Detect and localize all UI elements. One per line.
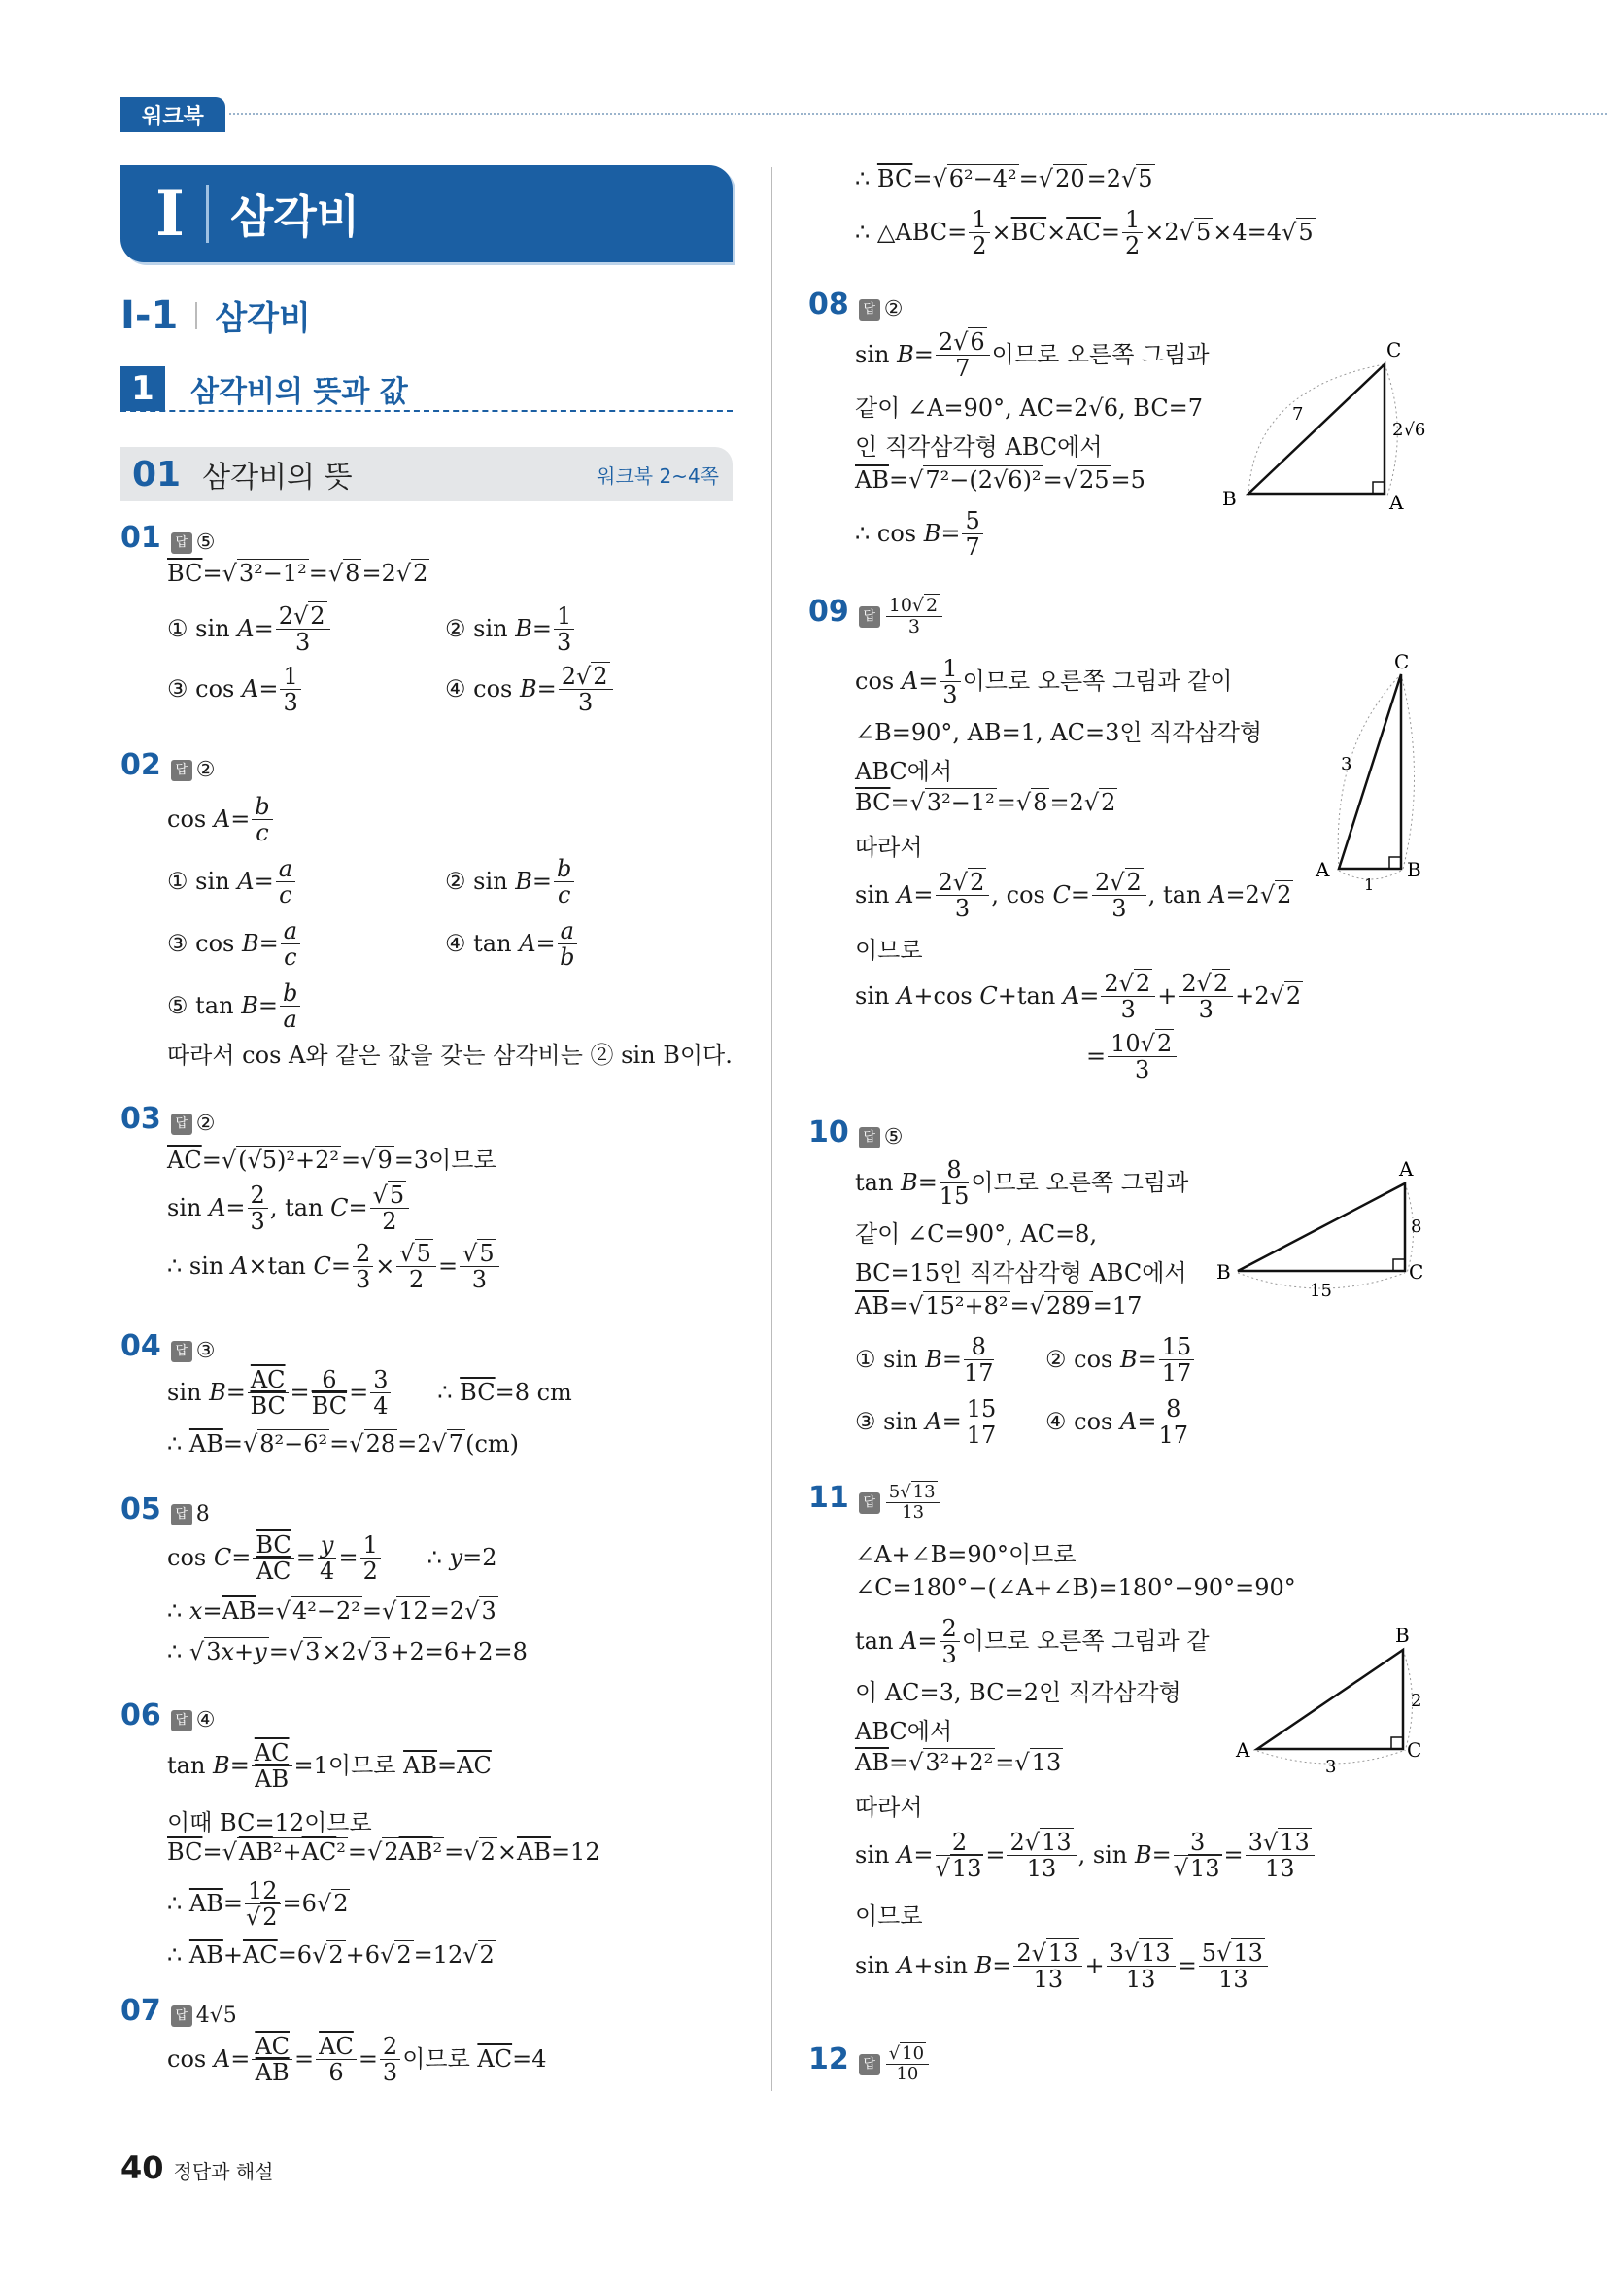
problem-01 xyxy=(120,521,215,555)
svg-text:B: B xyxy=(1407,858,1421,881)
svg-text:2: 2 xyxy=(1411,1691,1422,1711)
solution-line: sin B= $\frac{\overline{AC}}{BC}$ = $\frac{6}{BC}$ = $\frac{3}{4}$ ∴ $\overline{BC}=8$ cm xyxy=(167,1366,572,1421)
subsection-title: 삼각비의 뜻과 값 xyxy=(190,375,408,409)
solution-line: 이때 BC=12이므로 xyxy=(167,1809,372,1836)
svg-text:C: C xyxy=(1409,1260,1424,1284)
solution-line: sin A= $\frac{2}{3}$ , tan C= $\frac{√5}{2}$ xyxy=(167,1183,411,1235)
svg-text:1: 1 xyxy=(1364,875,1375,892)
solution-line: ABC에서 xyxy=(855,1718,953,1745)
solution-line: ③ cos A= $\frac{1}{3}$ xyxy=(167,665,303,716)
svg-text:B: B xyxy=(1395,1624,1410,1647)
answer-value: ② xyxy=(195,758,216,782)
chapter-banner xyxy=(120,165,733,262)
solution-line: = $\frac{10√2}{3}$ xyxy=(1086,1032,1179,1083)
problem-number: 09 xyxy=(808,595,849,629)
solution-line: ∴ $\overline{AB}=√8^2-6^2=√28=2√7(cm)$ xyxy=(167,1430,520,1457)
problem-12 xyxy=(808,2042,931,2083)
page-number: 40 xyxy=(120,2149,164,2186)
svg-text:7: 7 xyxy=(1292,404,1304,425)
problem-number: 07 xyxy=(120,1994,161,2028)
solution-line: ① sin A= $\frac{a}{c}$ xyxy=(167,857,297,908)
svg-text:B: B xyxy=(1216,1260,1231,1284)
solution-line: ∴ $\overline{BC}=√6^2-4^2=√20=2√5$ xyxy=(855,165,1153,192)
solution-line: ABC에서 xyxy=(855,758,953,785)
solution-line: ④ cos A= $\frac{8}{17}$ xyxy=(1045,1395,1188,1450)
answer-badge: 답 xyxy=(859,1127,880,1148)
answer-badge: 답 xyxy=(171,1114,192,1135)
solution-line: sin A+cos C+tan A= $\frac{2√2}{3}$ + $\frac{2√2}{3}$ +2√2 xyxy=(855,970,1302,1024)
solution-line: $\overline{AB}=√15^2+8^2=√289=17$ xyxy=(855,1292,1143,1319)
problem-05 xyxy=(120,1492,210,1526)
solution-line: tan B= $\frac{\overline{AC}}{AB}$ =1이므로 $\overline{AB}=\overline{AC}$ xyxy=(167,1739,492,1794)
svg-text:C: C xyxy=(1394,650,1410,673)
footer-title: 정답과 해설 xyxy=(173,2160,274,2183)
solution-line: ④ tan A= $\frac{a}{b}$ xyxy=(445,919,579,971)
problem-09 xyxy=(808,595,944,636)
problem-number: 02 xyxy=(120,748,161,782)
solution-line: 이므로 xyxy=(855,937,923,964)
answer-badge: 답 xyxy=(171,1341,192,1362)
solution-line: ② sin B= $\frac{1}{3}$ xyxy=(445,604,576,656)
answer-value: ④ xyxy=(195,1708,216,1732)
solution-line: 이므로 xyxy=(855,1902,923,1930)
workbook-tag: 워크북 xyxy=(120,97,225,132)
problem-number: 11 xyxy=(808,1481,849,1515)
solution-line: 같이 ∠A=90°, AC=2√6, BC=7 xyxy=(855,394,1204,422)
answer-badge: 답 xyxy=(859,2054,880,2075)
problem-number: 06 xyxy=(120,1698,161,1732)
answer-value: ② xyxy=(883,297,904,322)
solution-line: sin A+sin B= $\frac{2√13}{13}$ + $\frac{3√13}{13}$ = $\frac{5√13}{13}$ xyxy=(855,1941,1270,1993)
problem-number: 04 xyxy=(120,1329,161,1363)
solution-line: 따라서 xyxy=(855,834,923,861)
solution-line: ② sin B= $\frac{b}{c}$ xyxy=(445,857,576,908)
solution-line: cos A= $\frac{1}{3}$ 이므로 오른쪽 그림과 같이 xyxy=(855,655,1233,709)
solution-line: cos A= $\frac{b}{c}$ xyxy=(167,795,275,846)
solution-line: tan B= $\frac{8}{15}$ 이므로 오른쪽 그림과 xyxy=(855,1156,1189,1211)
svg-text:A: A xyxy=(1389,491,1404,514)
problem-number: 03 xyxy=(120,1102,161,1136)
section-number: I-1 xyxy=(120,292,179,338)
svg-text:A: A xyxy=(1316,858,1330,881)
answer-badge: 답 xyxy=(859,299,880,321)
svg-text:C: C xyxy=(1386,338,1402,361)
answer-value: 4√5 xyxy=(195,2004,237,2028)
svg-text:A: A xyxy=(1236,1738,1250,1762)
solution-line: ∴ √3x+y=√3×2√3+2=6+2=8 xyxy=(167,1638,528,1665)
problem-11 xyxy=(808,1481,942,1522)
topic-bar xyxy=(120,447,733,501)
solution-line: ∴ $\overline{AB}=$ $\frac{12}{√2}$ =6√2 xyxy=(167,1877,349,1932)
triangle-figure-11 xyxy=(1234,1621,1438,1776)
answer-badge: 답 xyxy=(859,606,880,628)
answer-badge: 답 xyxy=(171,2005,192,2027)
answer-value: ⑤ xyxy=(195,531,216,555)
solution-line: $\overline{BC}=√3^2-1^2=√8=2√2$ xyxy=(167,560,428,587)
svg-text:3: 3 xyxy=(1341,754,1352,774)
topic-number: 01 xyxy=(132,454,182,495)
problem-04 xyxy=(120,1329,215,1363)
svg-text:B: B xyxy=(1222,487,1237,510)
subsection-number: 1 xyxy=(120,366,165,411)
problem-10 xyxy=(808,1115,903,1149)
solution-line: ∴ $\overline{AB}+\overline{AC}=6√2+6√2=12√2$ xyxy=(167,1941,495,1969)
solution-line: sin A= $\frac{2√2}{3}$ , cos C= $\frac{2√2}{3}$ , tan A=2√2 xyxy=(855,869,1292,923)
triangle-figure-10 xyxy=(1214,1158,1438,1304)
solution-line: ② cos B= $\frac{15}{17}$ xyxy=(1045,1335,1196,1387)
svg-text:3: 3 xyxy=(1325,1757,1337,1776)
section-heading xyxy=(120,291,311,339)
answer-value: 8 xyxy=(195,1502,210,1526)
answer-badge: 답 xyxy=(171,1504,192,1525)
topic-title: 삼각비의 뜻 xyxy=(202,461,353,495)
solution-line: ① sin B= $\frac{8}{17}$ xyxy=(855,1333,994,1388)
problem-number: 05 xyxy=(120,1492,161,1526)
solution-line: ③ sin A= $\frac{15}{17}$ xyxy=(855,1397,1001,1449)
problem-number: 08 xyxy=(808,288,849,322)
answer-value: ③ xyxy=(195,1339,216,1363)
answer-value: ② xyxy=(195,1112,216,1136)
solution-line: ∠B=90°, AB=1, AC=3인 직각삼각형 xyxy=(855,719,1263,746)
answer-value: $\frac{5√ 13}{13}$ xyxy=(886,1484,940,1523)
problem-number: 01 xyxy=(120,521,161,555)
answer-badge: 답 xyxy=(171,760,192,781)
solution-line: $\overline{AC}=√(√5)^2+2^2=√9=3$이므로 xyxy=(167,1147,496,1174)
triangle-figure-08 xyxy=(1214,330,1438,515)
solution-line: 같이 ∠C=90°, AC=8, xyxy=(855,1220,1098,1248)
solution-line: $\overline{BC}=√3^2-1^2=√8=2√2$ xyxy=(855,789,1116,816)
solution-line: ⑤ tan B= $\frac{b}{a}$ xyxy=(167,981,302,1033)
solution-line: ∠C=180°−(∠A+∠B)=180°−90°=90° xyxy=(855,1574,1296,1601)
subsection-heading xyxy=(120,363,733,414)
answer-value: $\frac{10√ 2}{3}$ xyxy=(886,597,942,637)
svg-text:A: A xyxy=(1399,1158,1414,1181)
chapter-roman: I xyxy=(155,177,185,251)
problem-03 xyxy=(120,1102,215,1136)
solution-line: 인 직각삼각형 ABC에서 xyxy=(855,433,1103,461)
column-divider xyxy=(771,167,772,2091)
answer-value: ⑤ xyxy=(883,1125,904,1149)
problem-06 xyxy=(120,1698,215,1732)
solution-line: ④ cos B= $\frac{2√2}{3}$ xyxy=(445,665,615,716)
solution-line: $\overline{BC}=√AB^2+\overline{AC}^2=√2\overline{AB}^2=√2\times\overline{AB}=12$ xyxy=(167,1838,600,1866)
problem-02-conclusion: 따라서 cos A와 같은 값을 갖는 삼각비는 ② sin B이다. xyxy=(167,1042,733,1069)
solution-line: ∠A+∠B=90°이므로 xyxy=(855,1541,1077,1568)
solution-line: BC=15인 직각삼각형 ABC에서 xyxy=(855,1259,1187,1286)
solution-line: ∴ $x=\overline{AB}=√4^2-2^2=√12=2√3$ xyxy=(167,1597,496,1625)
answer-value: $\frac{√ 10}{10}$ xyxy=(886,2045,929,2084)
solution-line: $\overline{AB}=√3^2+2^2=√13$ xyxy=(855,1749,1062,1776)
solution-line: 이 AC=3, BC=2인 직각삼각형 xyxy=(855,1679,1181,1706)
solution-line: ③ cos B= $\frac{a}{c}$ xyxy=(167,919,302,971)
problem-08 xyxy=(808,288,903,322)
problem-number: 12 xyxy=(808,2042,849,2076)
solution-line: $\overline{AB}=√7^2-(2√6)^2=√25=5$ xyxy=(855,466,1145,494)
chapter-title: 삼각비 xyxy=(229,190,360,243)
solution-line: tan A= $\frac{2}{3}$ 이므로 오른쪽 그림과 같 xyxy=(855,1615,1210,1669)
triangle-figure-09 xyxy=(1312,649,1438,892)
solution-line: ∴ sin A×tan C= $\frac{2}{3}$ × $\frac{√5}{2}$ = $\frac{√5}{3}$ xyxy=(167,1242,501,1293)
solution-line: sin A= $\frac{2}{√13}$ = $\frac{2√13}{13}$ , sin B= $\frac{3}{√13}$ = $\frac{3√13}{13}$ xyxy=(855,1831,1316,1882)
problem-07 xyxy=(120,1994,237,2028)
solution-line: 따라서 xyxy=(855,1794,923,1821)
problem-number: 10 xyxy=(808,1115,849,1149)
svg-text:2√6: 2√6 xyxy=(1392,420,1426,440)
section-title: 삼각비 xyxy=(215,299,311,338)
page-footer xyxy=(120,2149,274,2186)
svg-text:8: 8 xyxy=(1411,1217,1422,1237)
solution-line: cos A= $\frac{\overline{AC}}{AB}$ = $\frac{\overline{AC}}{6}$ = $\frac{2}{3}$ 이므로 $\overline{AC}=4$ xyxy=(167,2033,547,2087)
header-divider xyxy=(229,113,1607,115)
solution-line: ∴ cos B= $\frac{5}{7}$ xyxy=(855,509,985,561)
svg-text:15: 15 xyxy=(1310,1281,1332,1301)
solution-line: cos C= $\frac{\overline{BC}}{AC}$ = $\frac{y}{4}$ = $\frac{1}{2}$ ∴ y=2 xyxy=(167,1531,497,1586)
topic-reference: 워크북 2~4쪽 xyxy=(597,463,719,488)
solution-line: sin B= $\frac{2√6}{7}$ 이므로 오른쪽 그림과 xyxy=(855,328,1210,383)
svg-text:C: C xyxy=(1407,1738,1422,1762)
problem-02 xyxy=(120,748,215,782)
answer-badge: 답 xyxy=(859,1492,880,1514)
solution-line: ① sin A= $\frac{2√2}{3}$ xyxy=(167,604,332,656)
solution-line: ∴ △ABC= $\frac{1}{2}$ $\times\overline{BC}\times\overline{AC}=$ $\frac{1}{2}$ ×2√5×4=4√5 xyxy=(855,206,1314,260)
answer-badge: 답 xyxy=(171,1710,192,1731)
answer-badge: 답 xyxy=(171,532,192,554)
